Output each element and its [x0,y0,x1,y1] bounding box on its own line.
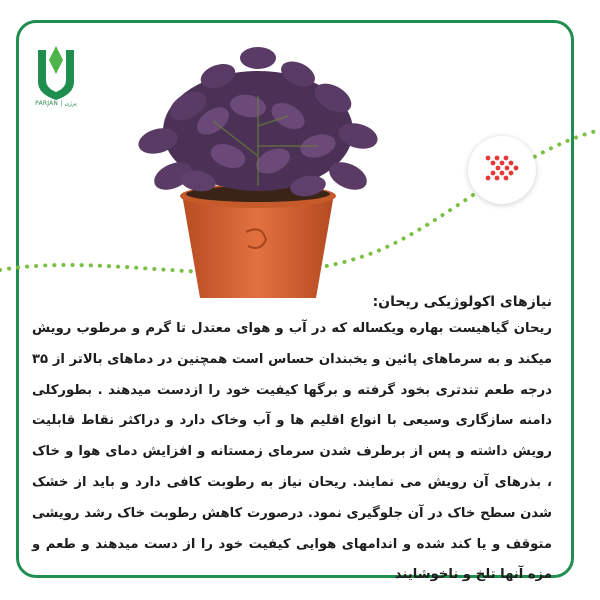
article-body: ریحان گیاهیست بهاره ویکساله که در آب و هوای معتدل تا گرم و مرطوب رویش میکند و به سرماهای پائین و یخبندان حساس است همچنین در دماهای بالاتر از ۳۵ درجه طعم تندتری بخود گرفته و برگها کیفیت خود را ازدست میدهند . بطورکلی دامنه سازگاری وسیعی با انواع اقلیم ها و آب وخاک دارد و دراکثر نقاط قابلیت رویش داشته و پس از برطرف شدن سرمای زمستانه و افزایش دمای هوا و خاک ، بذرهای آن رویش می نمایند. ریحان نیاز به رطوبت کافی دارد و باید از خشک شدن سطح خاک در آن جلوگیری نمود. درصورت کاهش رطوبت خاک رشد رویشی متوقف و یا کند شده و اندامهای هوایی کیفیت خود را از دست میدهند و طعم و مزه آنها تلخ و ناخوشایند [32,321,552,583]
article [32,292,552,591]
basil-plant-image [118,36,418,306]
brand-logo-text: PARJAN | پرژن [35,100,77,107]
article-title: نیازهای اکولوژیکی ریحان: [372,294,552,310]
chevron-badge [468,136,536,204]
parjan-logo-icon [30,42,82,108]
triple-chevron-icon [468,136,536,204]
